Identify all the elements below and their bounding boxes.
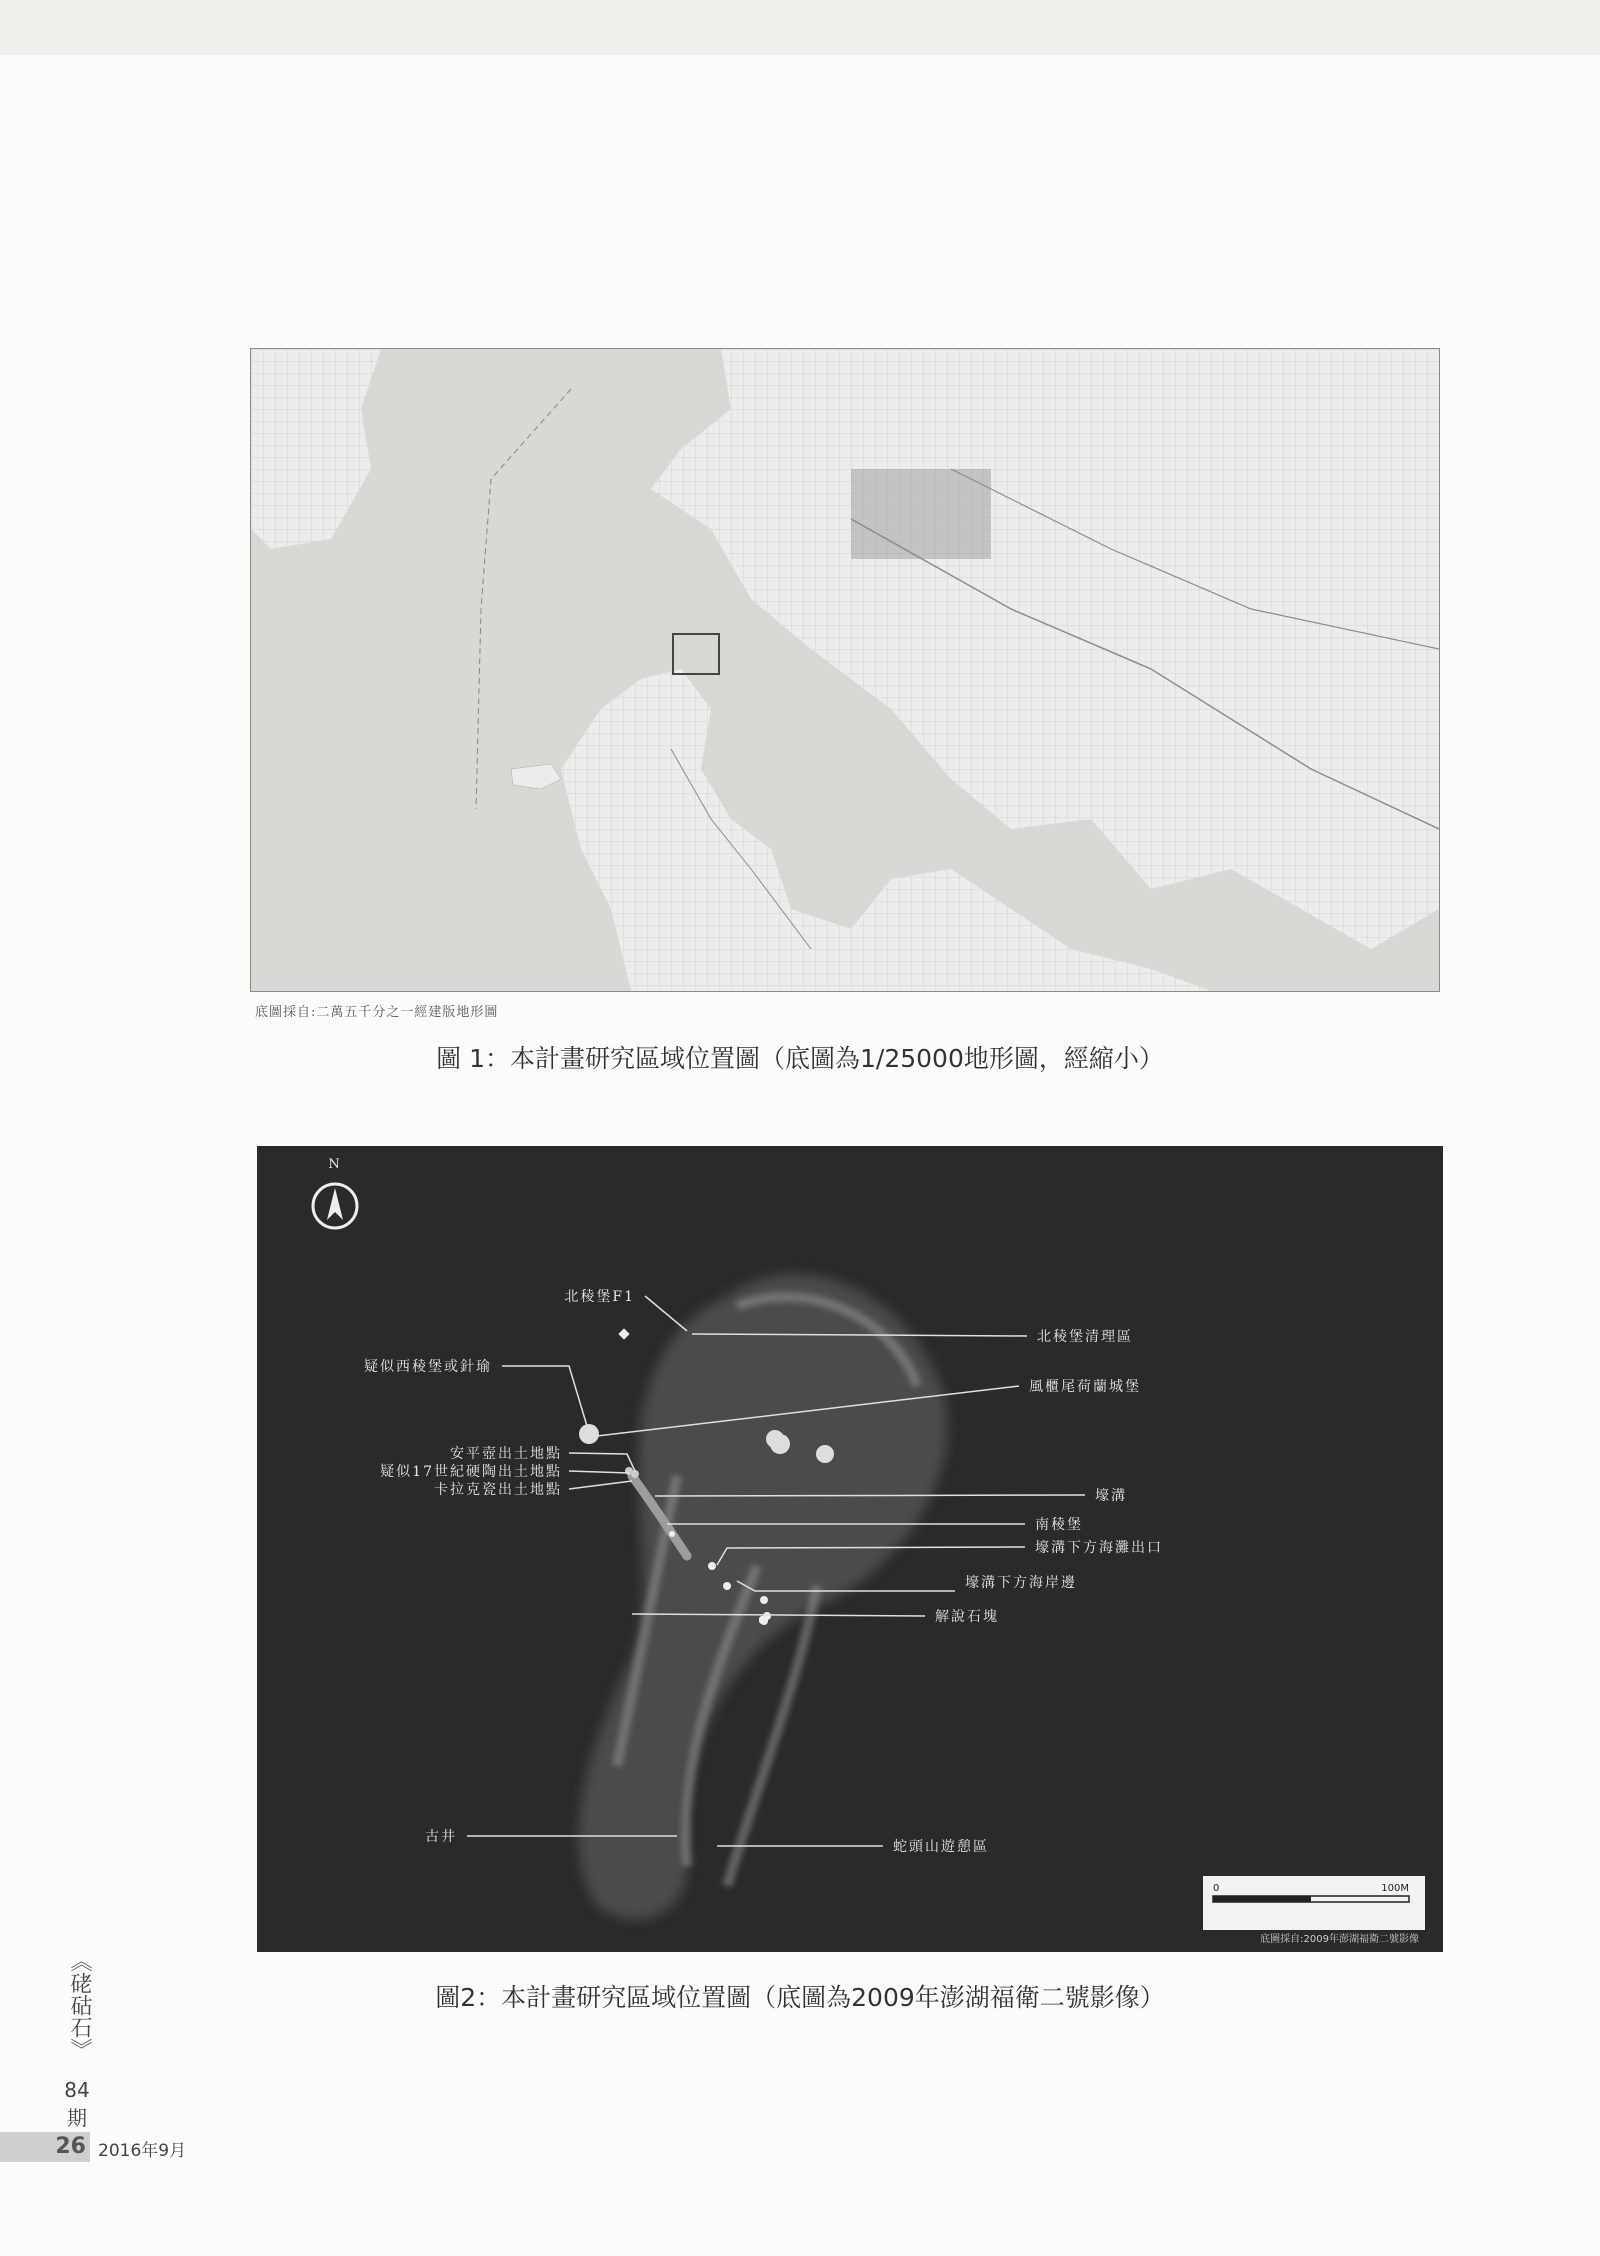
label-anping-pot: 安平壺出土地點 [450,1446,562,1462]
label-south-fort: 南稜堡 [1035,1517,1083,1533]
scale-end-label: 100M [1381,1883,1409,1894]
page-header-band [0,0,1600,55]
image-credit: 底圖採自:2009年澎湖福衛二號影像 [1260,1934,1419,1945]
north-label: N [328,1157,342,1172]
label-dutch-castle: 風櫃尾荷蘭城堡 [1029,1379,1141,1395]
figure2-caption: 圖2：本計畫研究區域位置圖（底圖為2009年澎湖福衛二號影像） [435,1983,1165,2012]
map-source-note: 底圖採自:二萬五千分之一經建版地形圖 [255,1005,499,1020]
topographic-map-figure [250,348,1440,992]
issue-word: 期 [67,2106,87,2130]
label-kraak-porcelain: 卡拉克瓷出土地點 [434,1482,562,1498]
issue-number: 84 [64,2078,90,2102]
label-snakehead-rest: 蛇頭山遊憩區 [893,1839,989,1855]
page-number: 26 [0,2132,90,2162]
scale-start-label: 0 [1213,1883,1220,1894]
label-moat-beach-outlet: 壕溝下方海灘出口 [1035,1540,1163,1556]
issue-date: 2016年9月 [98,2141,187,2161]
label-west-fort: 疑似西稜堡或針瑜 [364,1359,492,1375]
label-old-well: 古井 [425,1829,457,1845]
dutch-castle-marker [579,1424,599,1444]
label-stone-block: 解說石塊 [935,1609,999,1625]
figure1-caption: 圖 1：本計畫研究區域位置圖（底圖為1/25000地形圖，經縮小） [436,1044,1164,1073]
label-moat-shore: 壕溝下方海岸邊 [965,1575,1077,1591]
leader-line-moat [655,1495,1085,1496]
label-north-fort-f1: 北稜堡F1 [564,1289,635,1305]
label-century-pottery: 疑似17世紀硬陶出土地點 [380,1464,562,1480]
label-moat: 壕溝 [1095,1488,1127,1504]
satellite-image-figure [257,1146,1443,1952]
label-north-fort-cleanup: 北稜堡清理區 [1037,1329,1133,1345]
magazine-title: 《硓𥑮石》 [67,1950,92,2060]
